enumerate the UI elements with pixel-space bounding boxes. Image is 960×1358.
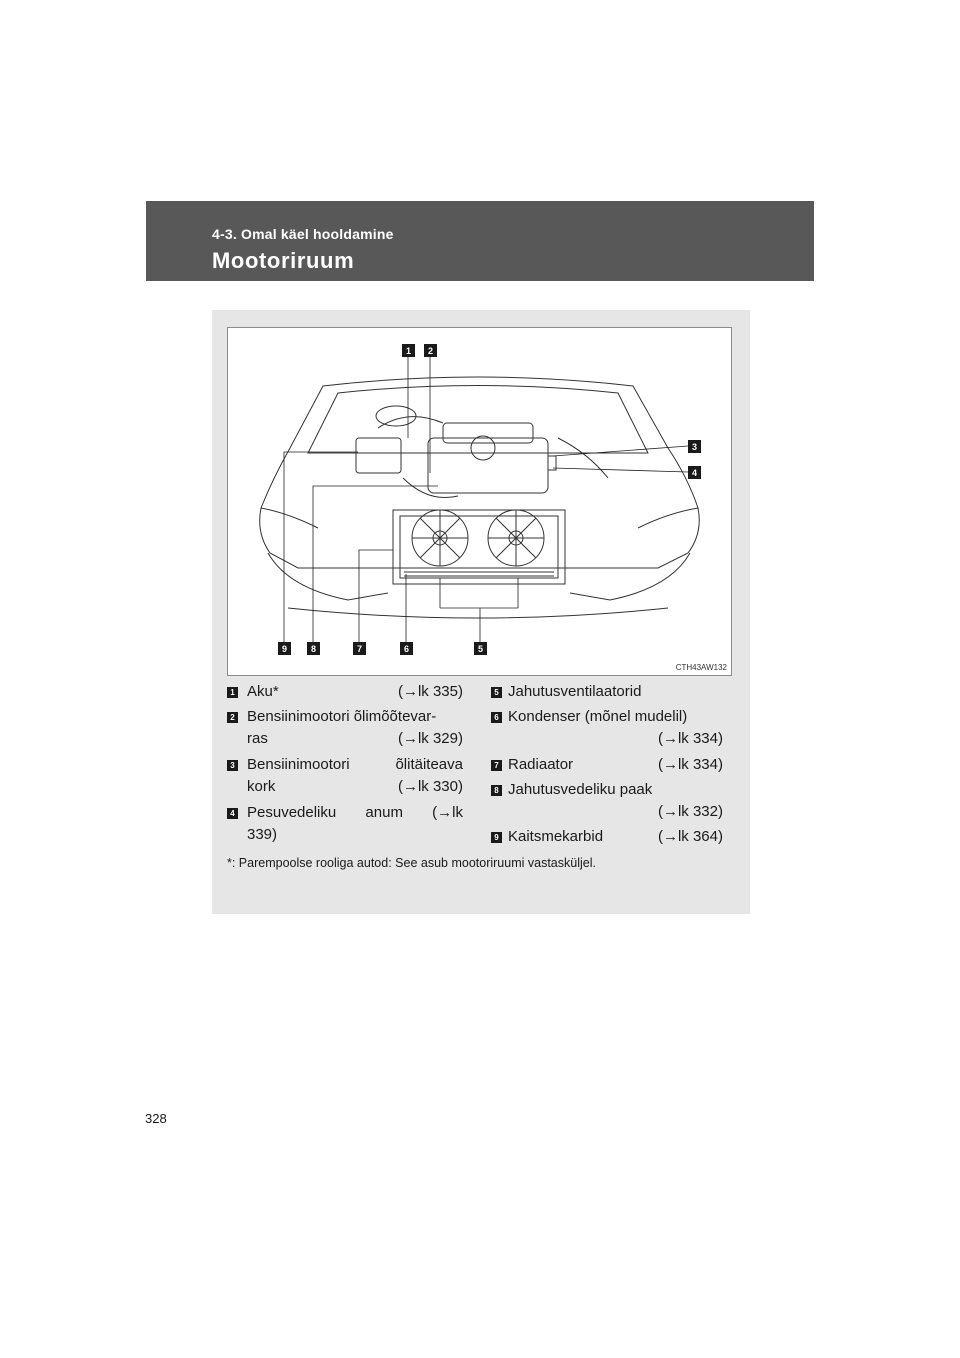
legend-page-ref: (→lk 334) [657,730,723,747]
legend-item-6 [491,706,723,750]
legend-label: Pesuvedeliku anum (→lk [247,804,463,821]
legend-badge-3: 3 [227,760,238,771]
legend-item-8 [491,779,723,823]
legend-label: Jahutusventilaatorid [508,683,642,700]
legend-label: Bensiinimootori õlimõõtevar- [247,708,437,725]
legend-badge-9: 9 [491,832,502,843]
section-title: 4-3. Omal käel hooldamine [212,226,394,242]
legend-page-ref: (→lk 335) [397,683,463,700]
callout-7: 7 [356,644,363,654]
legend-label: Jahutusvedeliku paak [508,781,653,798]
footnote: *: Parempoolse rooliga autod: See asub mootoriruumi vastasküljel. [227,856,596,870]
legend-badge-2: 2 [227,712,238,723]
legend-badge-6: 6 [491,712,502,723]
legend-badge-8: 8 [491,785,502,796]
legend-label: Radiaator [508,756,574,773]
legend-label: Bensiinimootori õlitäiteava [247,756,463,773]
engine-illustration [228,328,731,675]
legend-label: Aku* [247,683,279,700]
legend-label-cont: 339) [247,826,278,843]
page-number: 328 [145,1111,167,1126]
legend-page-ref: (→lk 329) [397,730,463,747]
legend-page-ref: (→lk 330) [397,778,463,795]
callout-2: 2 [427,346,434,356]
callout-6: 6 [403,644,410,654]
callout-8: 8 [310,644,317,654]
legend-label: Kaitsmekarbid [508,828,604,845]
legend-item-3 [227,754,463,798]
legend-label-cont: kork [247,778,276,795]
callout-9: 9 [281,644,288,654]
legend-label: Kondenser (mõnel mudelil) [508,708,688,725]
callout-5: 5 [477,644,484,654]
legend-badge-1: 1 [227,687,238,698]
legend-badge-4: 4 [227,808,238,819]
legend-page-ref: (→lk 332) [657,803,723,820]
legend-item-2 [227,706,463,750]
legend-badge-7: 7 [491,760,502,771]
legend-badge-5: 5 [491,687,502,698]
legend-item-7 [491,754,723,776]
legend-item-4 [227,802,463,846]
section-header [146,201,814,281]
legend-item-1 [227,681,463,703]
page-title: Mootoriruum [212,248,355,273]
legend-label-cont: ras [247,730,268,747]
legend-page-ref: (→lk 334) [657,756,723,773]
figure-code: CTH43AW132 [675,663,727,672]
legend-item-9 [491,826,723,848]
callout-4: 4 [691,468,698,478]
legend-page-ref: (→lk 364) [657,828,723,845]
legend-item-5 [491,681,723,703]
callout-1: 1 [405,346,412,356]
engine-compartment-figure [227,327,732,676]
callout-3: 3 [691,442,698,452]
